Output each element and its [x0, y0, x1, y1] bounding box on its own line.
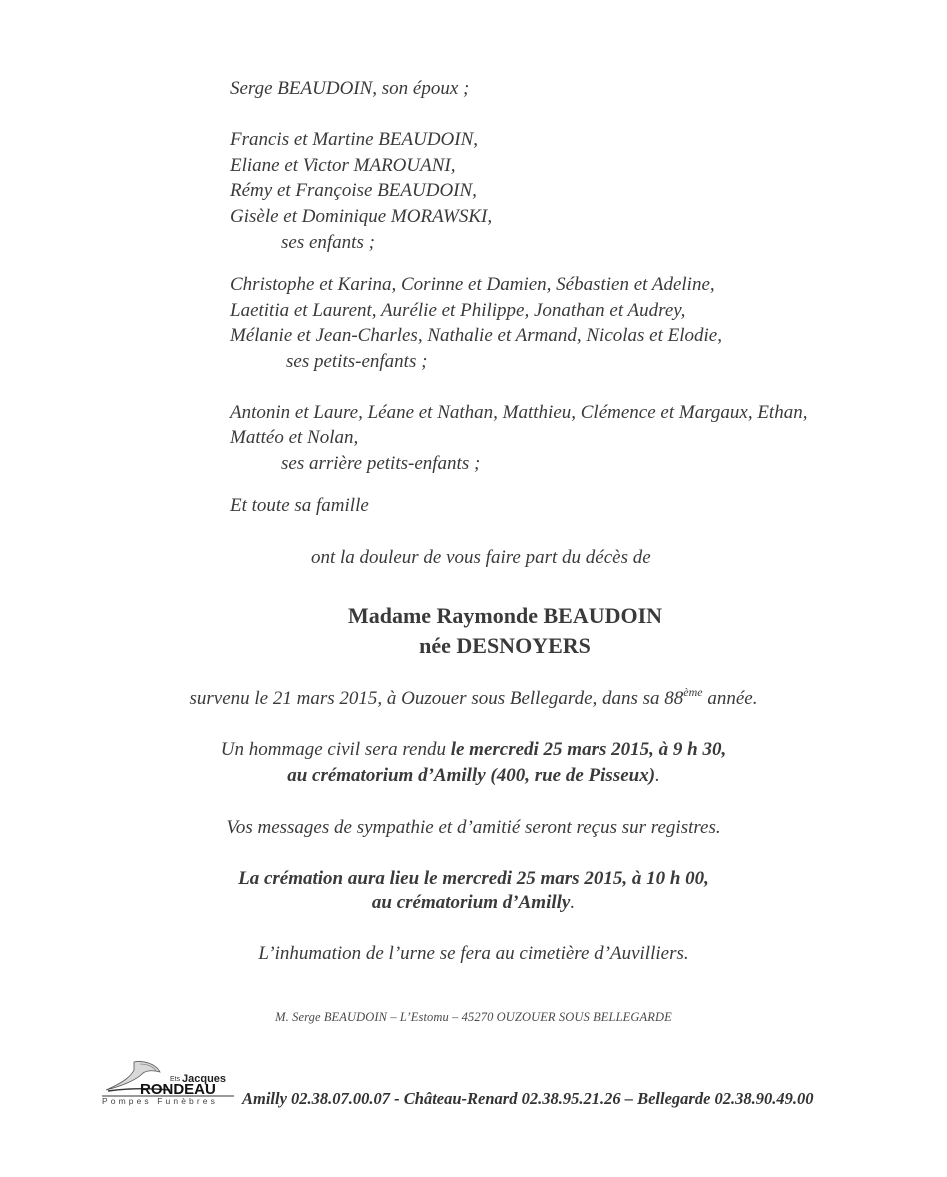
hommage-place-end: . — [655, 765, 660, 786]
hommage-place-line — [0, 763, 947, 789]
grandchild-line: Mélanie et Jean-Charles, Nathalie et Armand, Nicolas et Elodie, — [230, 325, 722, 346]
great-grandchild-line: Antonin et Laure, Léane et Nathan, Matthieu, Clémence et Margaux, Ethan, — [230, 402, 808, 423]
messages-line: Vos messages de sympathie et d’amitié seront reçus sur registres. — [226, 817, 721, 838]
deceased-name: Madame Raymonde BEAUDOIN — [347, 603, 663, 628]
children-label: ses enfants ; — [281, 232, 375, 253]
logo-subtitle-text: Pompes Funèbres — [102, 1096, 218, 1106]
child-line: Gisèle et Dominique MORAWSKI, — [230, 206, 493, 227]
hommage-date: le mercredi 25 mars 2015, à 9 h 30, — [450, 739, 727, 760]
cremation-place-end: . — [570, 892, 576, 913]
dove-logo-icon — [100, 1058, 236, 1108]
logo-prefix: Ets — [170, 1076, 181, 1083]
great-grandchildren-label: ses arrière petits-enfants ; — [281, 453, 481, 474]
whole-family-line: Et toute sa famille — [230, 495, 369, 516]
cremation-line: La crémation aura lieu le mercredi 25 mars 2015, à 10 h 00, — [238, 868, 709, 889]
cremation-place-line — [0, 890, 947, 916]
child-line: Francis et Martine BEAUDOIN, — [230, 129, 479, 150]
rondeau-logo — [100, 1058, 236, 1108]
hommage-line — [0, 737, 947, 763]
announcement-intro: ont la douleur de vous faire part du décès de — [311, 547, 651, 568]
hommage-place: au crématorium d’Amilly (400, rue de Pisseux) — [287, 765, 656, 786]
hommage-text: Un hommage civil sera rendu — [220, 739, 451, 760]
ordinal-suffix: ème — [683, 685, 703, 699]
great-grandchild-line: Mattéo et Nolan, — [230, 427, 359, 448]
family-address: M. Serge BEAUDOIN – L’Estomu – 45270 OUZOUER SOUS BELLEGARDE — [275, 1010, 672, 1024]
grandchild-line: Christophe et Karina, Corinne et Damien, Sébastien et Adeline, — [230, 274, 715, 295]
deceased-maiden-name: née DESNOYERS — [419, 633, 591, 658]
grandchild-line: Laetitia et Laurent, Aurélie et Philippe, Jonathan et Audrey, — [230, 300, 686, 321]
logo-name-text: RONDEAU — [140, 1081, 216, 1098]
child-line: Eliane et Victor MAROUANI, — [230, 155, 456, 176]
logo-top-text: Jacques — [182, 1073, 227, 1085]
spouse-line: Serge BEAUDOIN, son époux ; — [230, 78, 470, 99]
death-details — [0, 686, 947, 712]
grandchildren-label: ses petits-enfants ; — [286, 351, 428, 372]
death-details-text: survenu le 21 mars 2015, à Ouzouer sous Bellegarde, dans sa 88 — [189, 688, 684, 709]
cremation-place: au crématorium d’Amilly — [371, 892, 571, 913]
inhumation-line: L’inhumation de l’urne se fera au cimetière d’Auvilliers. — [258, 943, 689, 964]
death-details-end: année. — [702, 688, 758, 709]
child-line: Rémy et Françoise BEAUDOIN, — [230, 180, 477, 201]
footer-contacts: Amilly 02.38.07.00.07 - Château-Renard 02.38.95.21.26 – Bellegarde 02.38.90.49.00 — [242, 1089, 814, 1108]
